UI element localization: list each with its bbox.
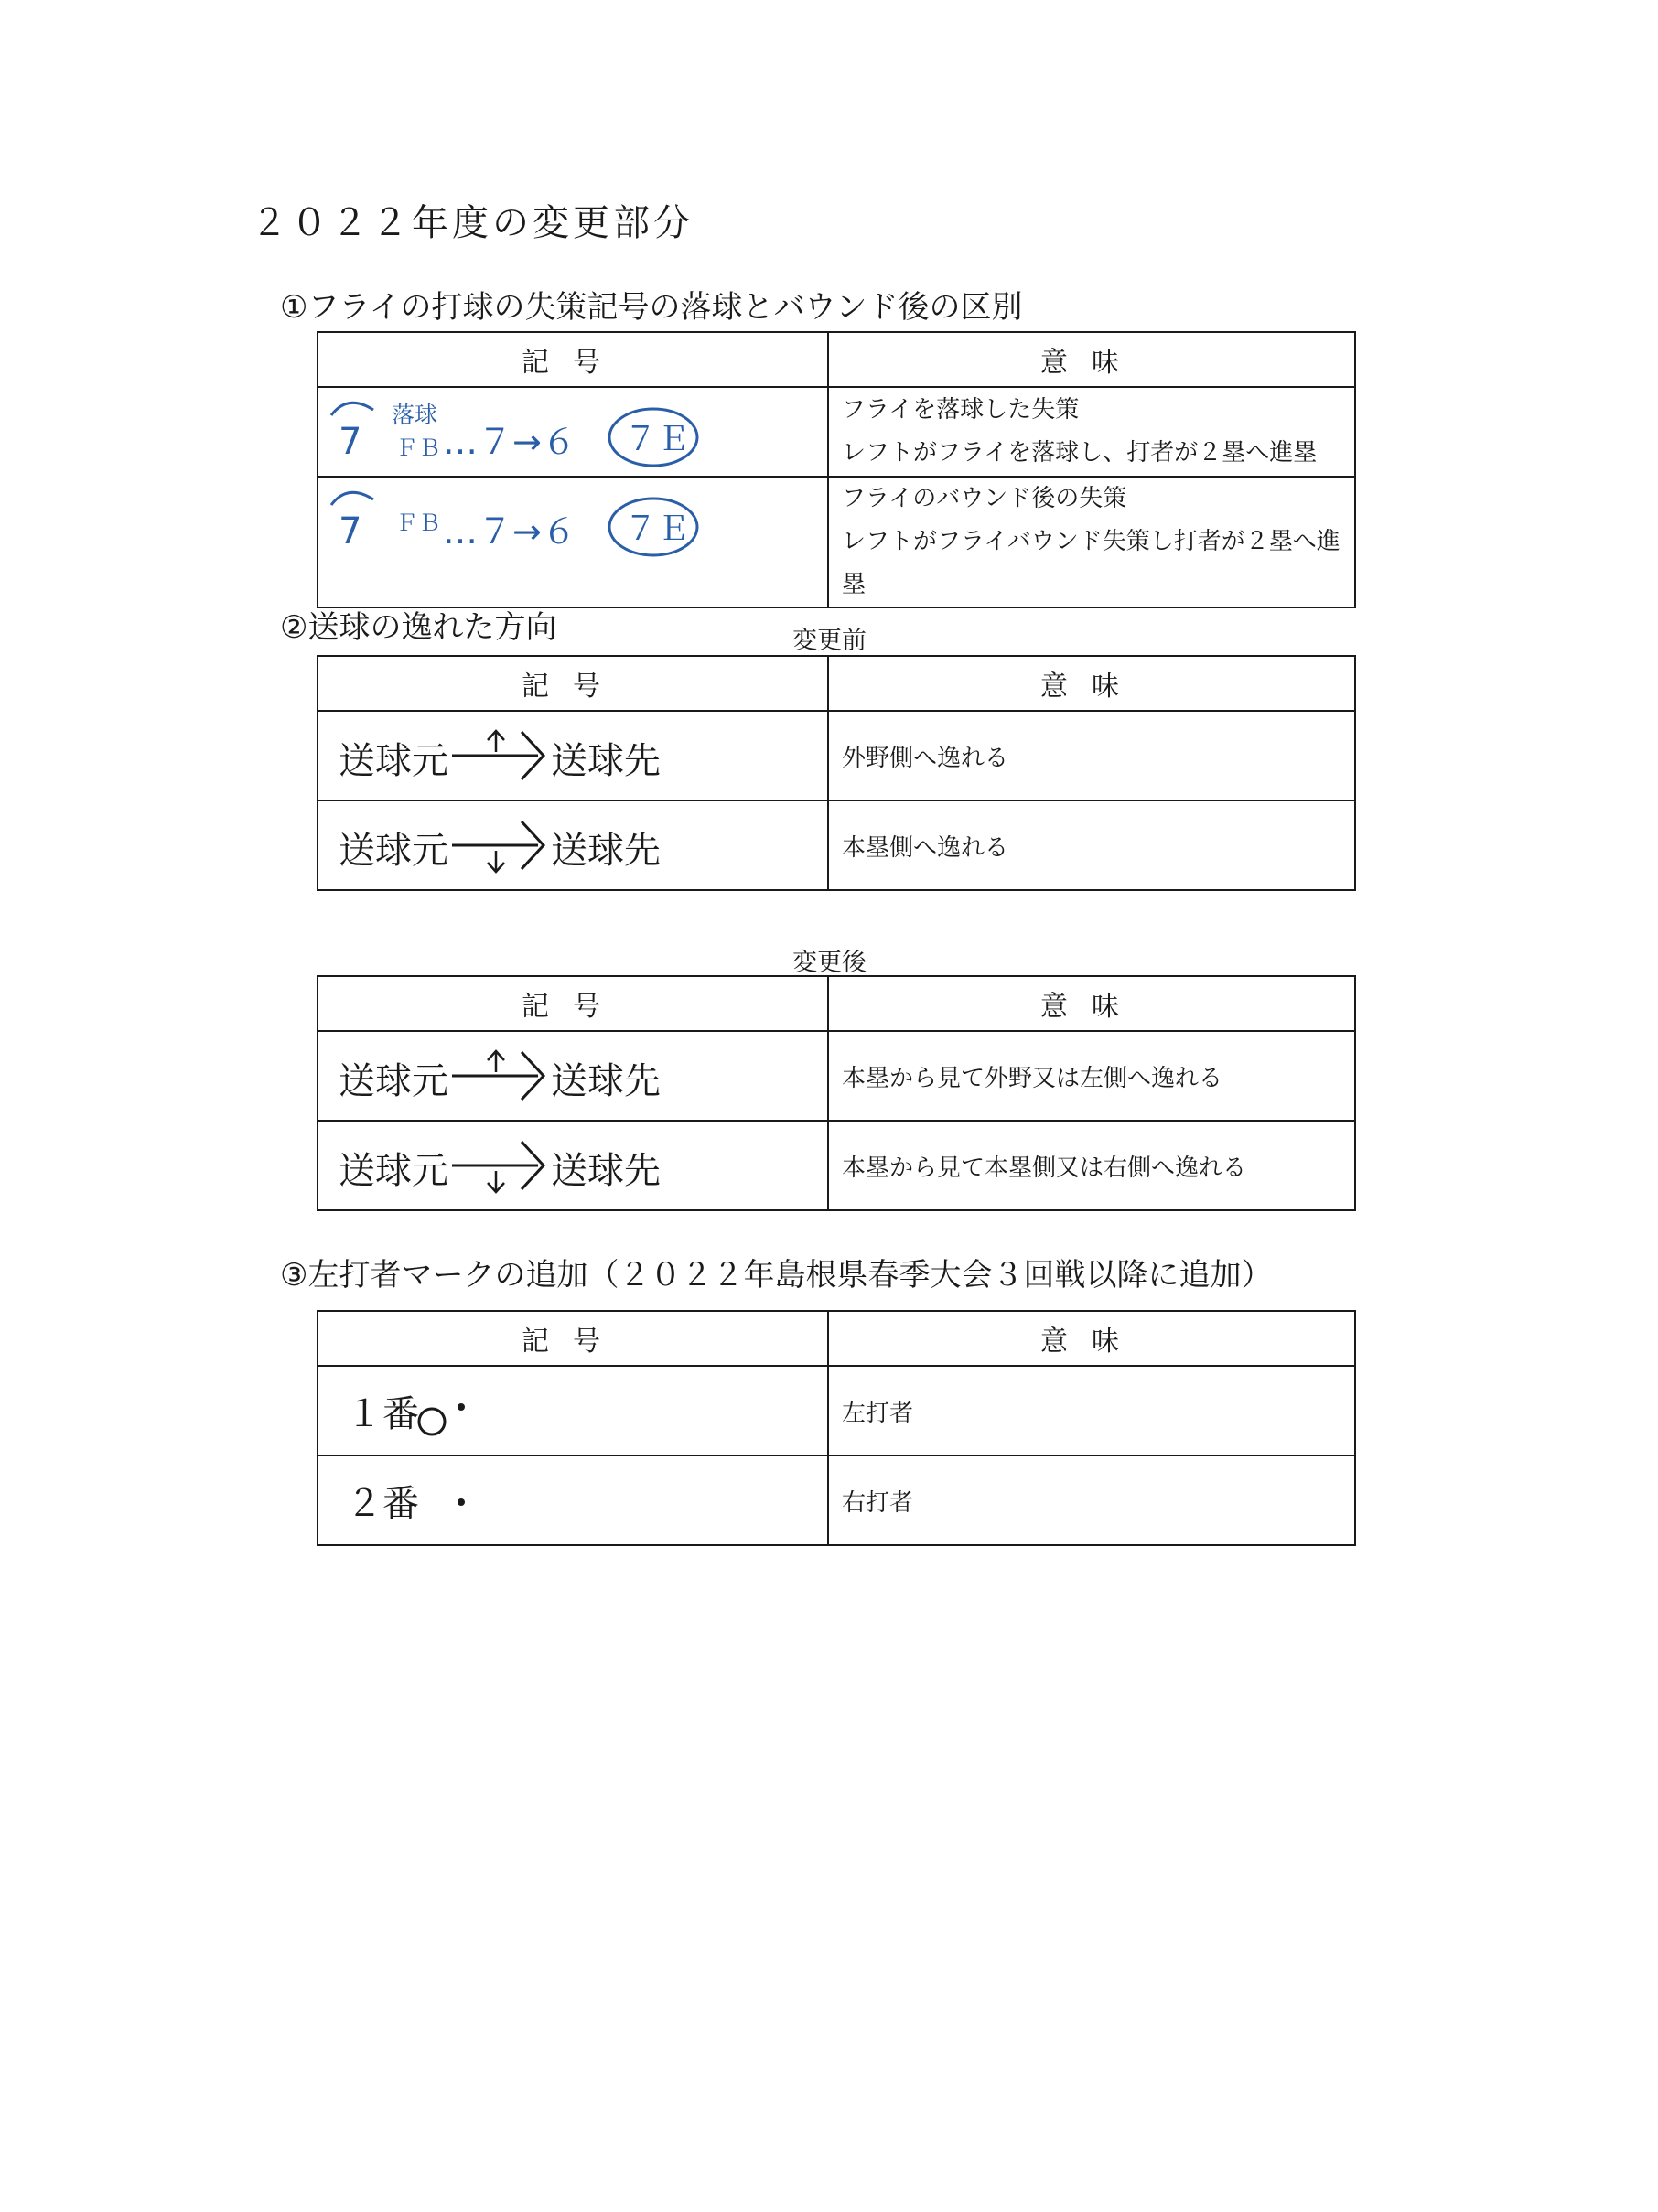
table-row-symbol xyxy=(318,1366,828,1455)
table-row-symbol xyxy=(318,711,828,800)
batter-order: ２番 xyxy=(346,1483,419,1525)
to-label: 送球先 xyxy=(551,740,661,782)
sym-seq: …７→６ xyxy=(443,511,576,552)
before-table xyxy=(317,655,1356,891)
to-label: 送球先 xyxy=(551,1150,661,1192)
sym-seq: …７→６ xyxy=(443,422,576,462)
after-caption: 変更後 xyxy=(792,949,867,977)
table-row-symbol xyxy=(318,1031,828,1121)
fly-error-symbol xyxy=(318,388,829,476)
table-row-symbol xyxy=(318,1455,828,1545)
col-symbol-header: 記号 xyxy=(318,332,828,387)
col-meaning-header: 意味 xyxy=(828,976,1355,1031)
to-label: 送球先 xyxy=(551,830,661,872)
col-symbol-header: 記号 xyxy=(318,1311,828,1366)
meaning-line: フライを落球した失策 xyxy=(842,396,1080,424)
table-row-meaning: 右打者 xyxy=(828,1455,1355,1545)
section3-heading: ③左打者マークの追加（２０２２年島根県春季大会３回戦以降に追加） xyxy=(280,1257,1273,1294)
after-table xyxy=(317,975,1356,1211)
table-row-symbol xyxy=(318,800,828,890)
col-symbol-header: 記号 xyxy=(318,656,828,711)
table-row-meaning xyxy=(828,387,1355,477)
section2-heading: ②送球の逸れた方向 xyxy=(280,609,557,646)
sym-circle: ７Ｅ xyxy=(624,421,691,458)
from-label: 送球元 xyxy=(339,740,448,782)
table-row-meaning: 外野側へ逸れる xyxy=(828,711,1355,800)
batter-order: １番 xyxy=(346,1393,419,1435)
section1-table xyxy=(317,331,1356,608)
sym-pos: 7 xyxy=(339,421,362,463)
sym-fb: ＦＢ xyxy=(395,435,442,461)
from-label: 送球元 xyxy=(339,830,448,872)
table-row-meaning: 本塁から見て本塁側又は右側へ逸れる xyxy=(828,1121,1355,1210)
table-row-meaning: 本塁から見て外野又は左側へ逸れる xyxy=(828,1031,1355,1121)
table-row-meaning: 本塁側へ逸れる xyxy=(828,800,1355,890)
meaning-line: レフトがフライバウンド失策し打者が２塁へ進塁 xyxy=(842,528,1340,598)
sym-circle: ７Ｅ xyxy=(624,510,691,548)
sym-fb: ＦＢ xyxy=(395,510,442,536)
table-row-symbol xyxy=(318,477,828,607)
table-row-symbol xyxy=(318,387,828,477)
sym-pos: 7 xyxy=(339,510,362,553)
sym-note: 落球 xyxy=(392,402,438,428)
from-label: 送球元 xyxy=(339,1060,448,1102)
batter-table xyxy=(317,1310,1356,1546)
section1-heading: ①フライの打球の失策記号の落球とバウンド後の区別 xyxy=(280,289,1023,326)
table-row-meaning: 左打者 xyxy=(828,1366,1355,1455)
col-meaning-header: 意味 xyxy=(828,656,1355,711)
right-batter-mark-icon xyxy=(318,1456,829,1544)
bound-error-symbol xyxy=(318,478,829,565)
page-title: ２０２２年度の変更部分 xyxy=(251,202,694,244)
col-meaning-header: 意味 xyxy=(828,1311,1355,1366)
meaning-line: フライのバウンド後の失策 xyxy=(842,485,1127,512)
col-meaning-header: 意味 xyxy=(828,332,1355,387)
table-row-meaning xyxy=(828,477,1355,607)
from-label: 送球元 xyxy=(339,1150,448,1192)
to-label: 送球先 xyxy=(551,1060,661,1102)
left-batter-mark-icon xyxy=(318,1367,829,1455)
col-symbol-header: 記号 xyxy=(318,976,828,1031)
meaning-line: レフトがフライを落球し、打者が２塁へ進塁 xyxy=(842,439,1318,467)
before-caption: 変更前 xyxy=(792,627,867,655)
table-row-symbol xyxy=(318,1121,828,1210)
